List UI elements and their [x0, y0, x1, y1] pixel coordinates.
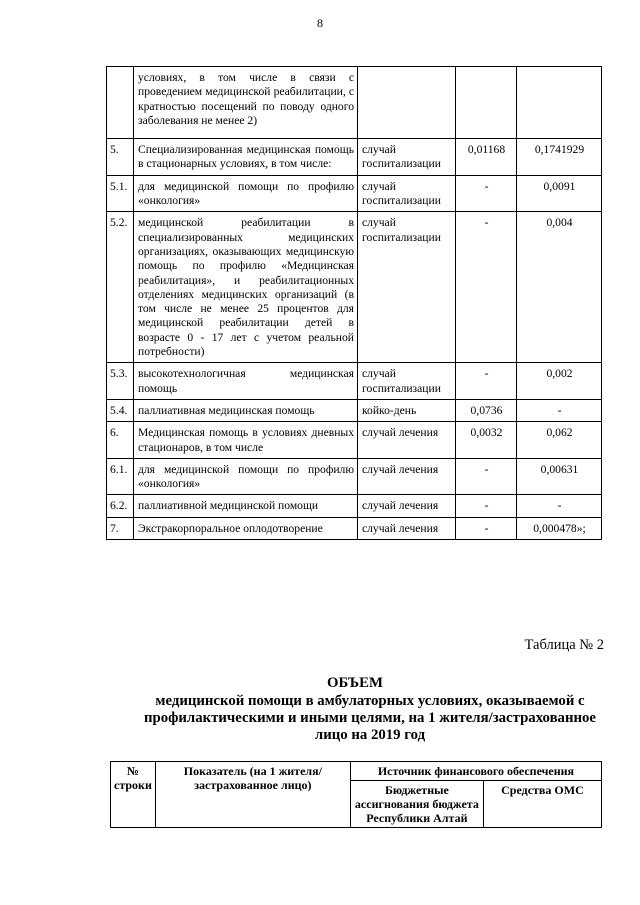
row-unit: случай лечения: [358, 495, 456, 517]
row-value-1: -: [456, 363, 517, 400]
row-unit: случай лечения: [358, 517, 456, 539]
row-value-1: -: [456, 175, 517, 212]
row-unit: случай госпитализации: [358, 139, 456, 176]
row-value-2: 0,1741929: [517, 139, 602, 176]
row-name: условиях, в том числе в связи с проведением медицинской реабилитации, с кратностью посещений по поводу одного заболевания не менее 2): [134, 67, 358, 139]
header-budget: Бюджетные ассигнования бюджета Республики Алтай: [350, 781, 483, 828]
header-funding-source: Источник финансового обеспечения: [350, 762, 601, 781]
table-row: [107, 212, 602, 363]
table-row: [107, 399, 602, 421]
row-value-2: -: [517, 399, 602, 421]
row-number: 5.2.: [107, 212, 134, 363]
row-value-2: 0,062: [517, 422, 602, 459]
row-value-1: -: [456, 212, 517, 363]
row-unit: [358, 67, 456, 139]
row-value-2: 0,00631: [517, 458, 602, 495]
row-number: 5.: [107, 139, 134, 176]
table-row: [107, 67, 602, 139]
row-name: для медицинской помощи по профилю «онкология»: [134, 458, 358, 495]
row-name: высокотехнологичная медицинская помощь: [134, 363, 358, 400]
row-number: 5.3.: [107, 363, 134, 400]
row-value-2: -: [517, 495, 602, 517]
row-number: 5.1.: [107, 175, 134, 212]
row-value-2: 0,0091: [517, 175, 602, 212]
row-value-2: 0,000478»;: [517, 517, 602, 539]
row-unit: койко-день: [358, 399, 456, 421]
row-value-2: [517, 67, 602, 139]
page-number: 8: [317, 16, 323, 30]
volume-table-continued: [106, 66, 602, 540]
row-name: медицинской реабилитации в специализированных медицинских организациях, оказывающих медицинскую помощь по профилю «Медицинская реабилитация», и реабилитационных отделениях медицинских организаций (в том числе не менее 25 процентов для медицинской реабилитации детей в возрасте 0 - 17 лет с учетом реальной потребности): [134, 212, 358, 363]
row-value-1: 0,0736: [456, 399, 517, 421]
row-value-1: 0,01168: [456, 139, 517, 176]
header-oms: Средства ОМС: [483, 781, 601, 828]
row-value-1: [456, 67, 517, 139]
row-value-1: -: [456, 495, 517, 517]
row-number: 6.: [107, 422, 134, 459]
row-value-1: 0,0032: [456, 422, 517, 459]
row-name: Экстракорпоральное оплодотворение: [134, 517, 358, 539]
row-number: 6.1.: [107, 458, 134, 495]
row-number: [107, 67, 134, 139]
row-unit: случай лечения: [358, 458, 456, 495]
table-row: [107, 422, 602, 459]
row-unit: случай лечения: [358, 422, 456, 459]
volume-table-header: [110, 761, 602, 828]
row-unit: случай госпитализации: [358, 212, 456, 363]
row-value-2: 0,004: [517, 212, 602, 363]
table-row: [107, 363, 602, 400]
table-row: [107, 458, 602, 495]
row-value-2: 0,002: [517, 363, 602, 400]
table-row: [107, 517, 602, 539]
row-name: Специализированная медицинская помощь в стационарных условиях, в том числе:: [134, 139, 358, 176]
row-number: 5.4.: [107, 399, 134, 421]
table-caption: Таблица № 2: [524, 637, 604, 653]
row-unit: случай госпитализации: [358, 363, 456, 400]
row-value-1: -: [456, 458, 517, 495]
header-row-number: № строки: [111, 762, 156, 828]
section-title: ОБЪЕМ: [327, 675, 383, 691]
section-subtitle: медицинской помощи в амбулаторных условиях, оказываемой с профилактическими и иными целями, на 1 жителя/застрахованное лицо на 2019 год: [144, 693, 596, 743]
row-name: для медицинской помощи по профилю «онкология»: [134, 175, 358, 212]
row-name: паллиативной медицинской помощи: [134, 495, 358, 517]
header-indicator: Показатель (на 1 жителя/застрахованное лицо): [155, 762, 350, 828]
table-row: [107, 139, 602, 176]
row-unit: случай госпитализации: [358, 175, 456, 212]
row-name: паллиативная медицинская помощь: [134, 399, 358, 421]
table-row: [107, 495, 602, 517]
row-number: 6.2.: [107, 495, 134, 517]
row-value-1: -: [456, 517, 517, 539]
row-number: 7.: [107, 517, 134, 539]
row-name: Медицинская помощь в условиях дневных стационаров, в том числе: [134, 422, 358, 459]
table-row: [107, 175, 602, 212]
